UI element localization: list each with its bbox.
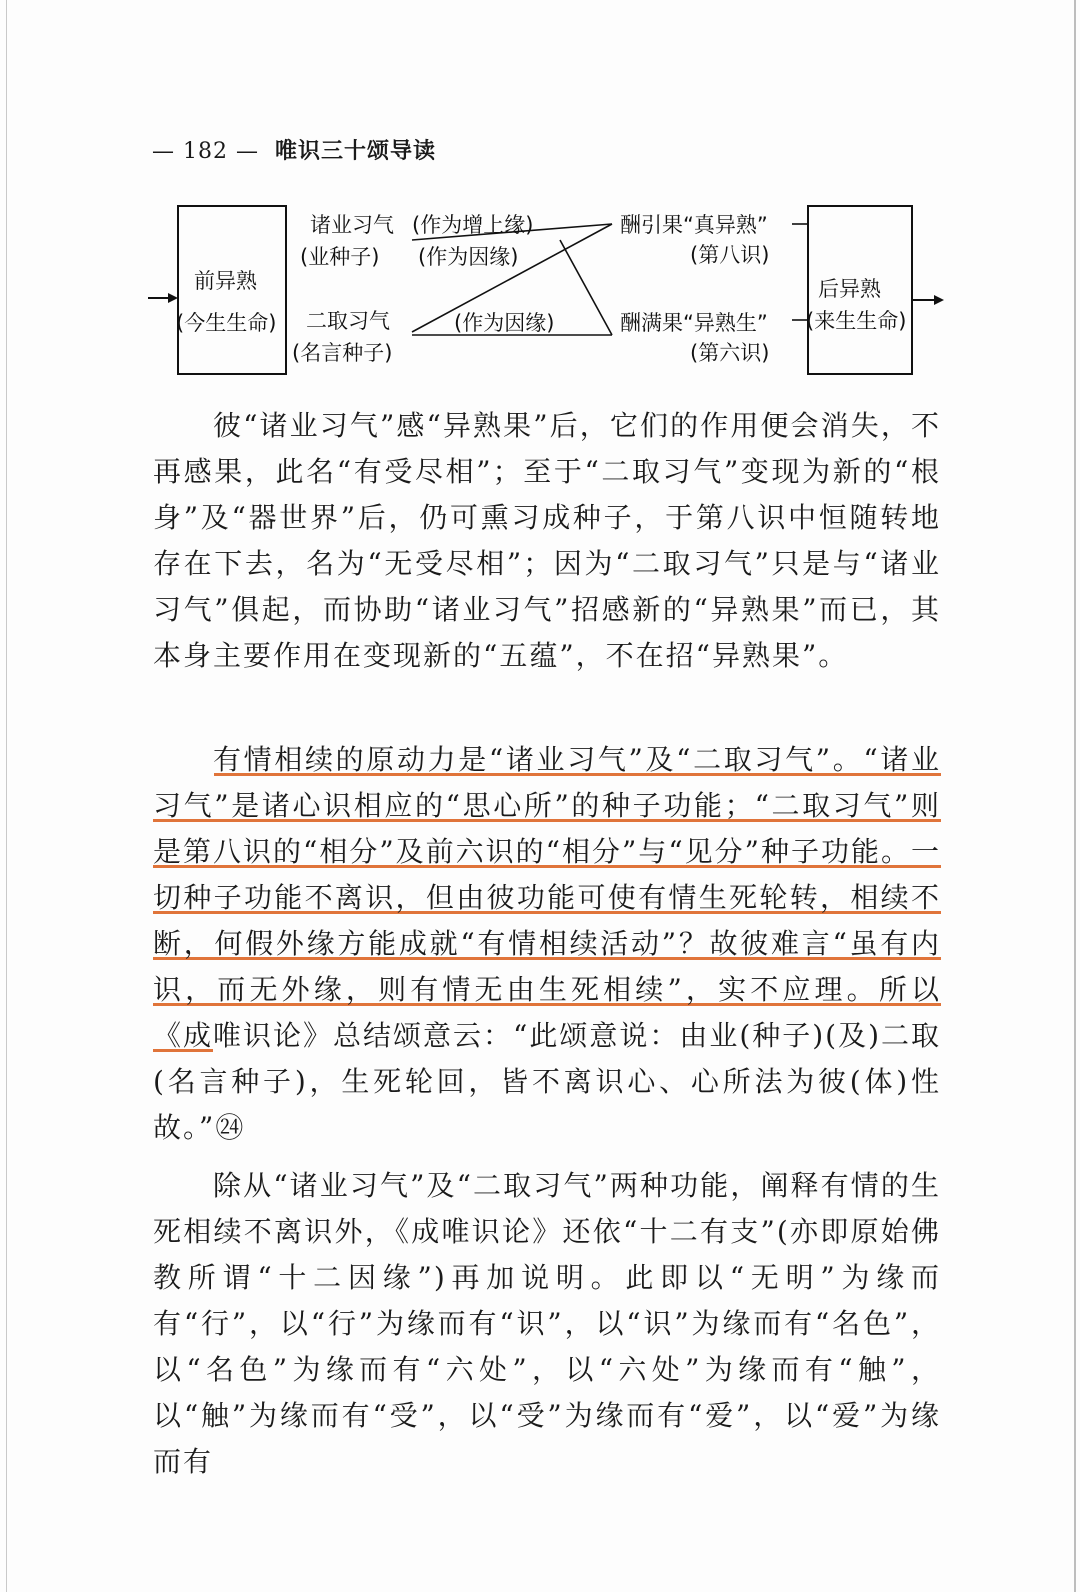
seed-a-name: 诸业习气	[310, 213, 394, 237]
paragraph-1: 彼“诸业习气”感“异熟果”后，它们的作用便会消失，不再感果，此名“有受尽相”；至于“二取习气”变现为新的“根身”及“器世界”后，仍可熏习成种子，于第八识中恒随转地存在下去，名为“无受尽相”；因为“二取习气”只是与“诸业习气”俱起，而协助“诸业习气”招感新的“异熟果”而已，其本身主要作用在变现新的“五蕴”，不在招“异熟果”。	[153, 409, 941, 672]
paragraph-3: 除从“诸业习气”及“二取习气”两种功能，阐释有情的生死相续不离识外，《成唯识论》还依“十二有支”(亦即原始佛教所谓“十二因缘”)再加说明。此即以“无明”为缘而有“行”，以“行”为缘而有“识”，以“识”为缘而有“名色”，以“名色”为缘而有“六处”，以“六处”为缘而有“触”，以“触”为缘而有“受”，以“受”为缘而有“爱”，以“爱”为缘而有	[153, 1169, 941, 1478]
karma-seed-diagram	[0, 190, 1080, 400]
paragraph-2-highlighted: 有情相续的原动力是“诸业习气”及“二取习气”。“诸业习气”是诸心识相应的“思心所”的种子功能；“二取习气”则是第八识的“相分”及前六识的“相分”与“见分”种子功能。一切种子功能不离识，但由彼功能可使有情生死轮转，相续不断，何假外缘方能成就“有情相续活动”？故彼难言“虽有内识，而无外缘，则有情无由生死相续”，实不应理。所以《成唯识论》总结颂意云：“此颂意说：由业(种子)(及)二取(名言种子)，生死轮回，皆不离识心、心所法为彼(体)性故。”㉔	[153, 743, 942, 1144]
left-box-line2: (今生生命)	[176, 311, 277, 335]
running-header	[152, 134, 436, 165]
right-box-line1: 后异熟	[818, 277, 881, 301]
book-title: 唯识三十颂导读	[274, 138, 436, 164]
condition-1: (作为增上缘)	[412, 213, 534, 237]
result-2-sub: (第六识)	[690, 341, 770, 365]
page-number: — 182 —	[152, 139, 259, 164]
left-box-line1: 前异熟	[194, 269, 257, 293]
result-2-name: 酬满果“异熟生”	[620, 311, 768, 335]
condition-3: (作为因缘)	[454, 311, 555, 335]
seed-b-name: 二取习气	[306, 309, 390, 333]
condition-2: (作为因缘)	[418, 245, 519, 269]
seed-a-alt: (业种子)	[300, 245, 380, 269]
right-box-line2: (来生生命)	[806, 309, 907, 333]
result-1-sub: (第八识)	[690, 243, 770, 267]
cross-line-down	[560, 240, 612, 335]
result-1-name: 酬引果“真异熟”	[620, 213, 768, 237]
seed-b-alt: (名言种子)	[292, 341, 393, 365]
output-arrowhead	[934, 295, 944, 305]
input-arrowhead	[168, 293, 178, 303]
